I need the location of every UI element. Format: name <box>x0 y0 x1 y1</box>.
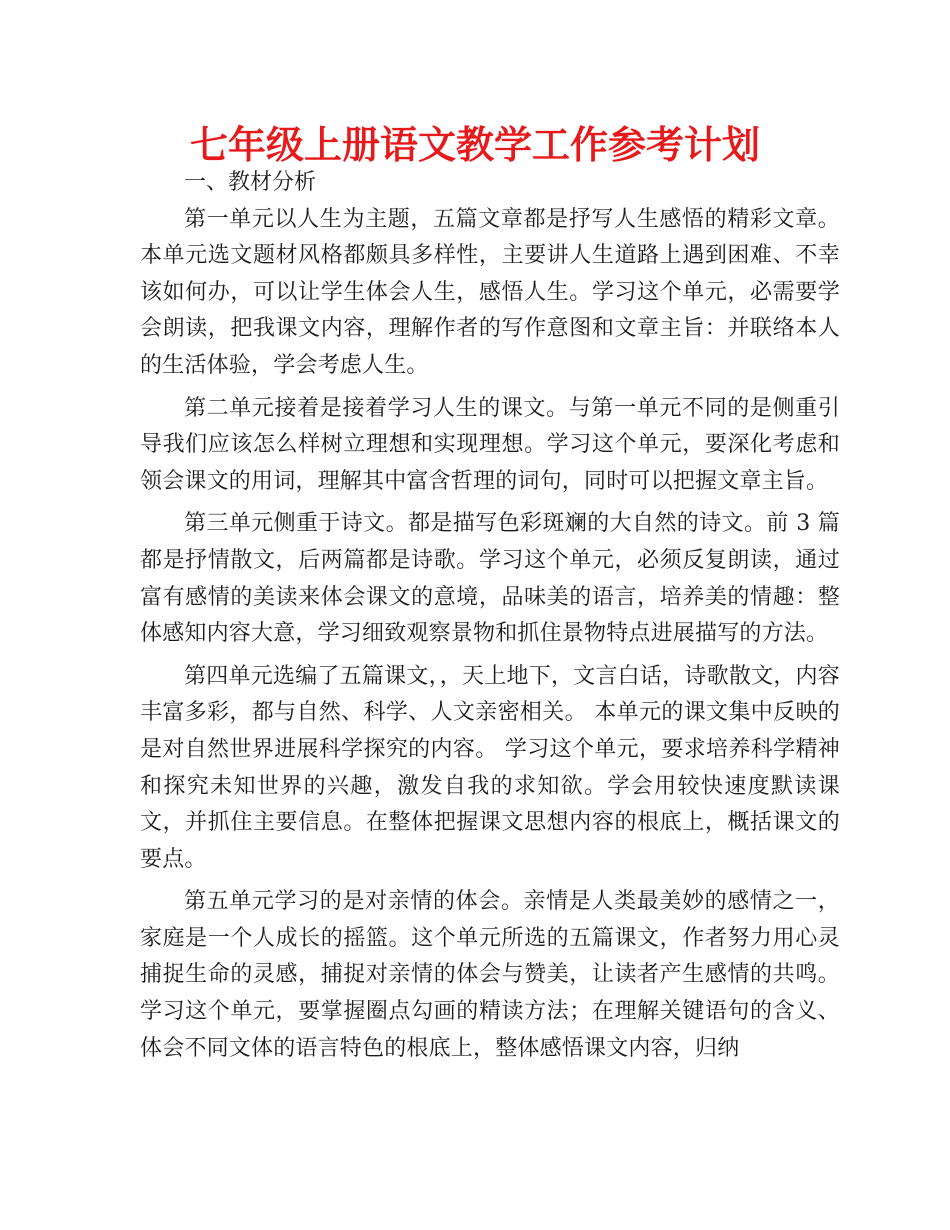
paragraph-unit-5: 第五单元学习的是对亲情的体会。亲情是人类最美妙的感情之一，家庭是一个人成长的摇篮。这个单元所选的五篇课文，作者努力用心灵捕捉生命的灵感，捕捉对亲情的体会与赞美，让读者产生感情的共鸣。学习这个单元，要掌握圈点勾画的精读方法；在理解关键语句的含义、体会不同文体的语言特色的根底上，整体感悟课文内容，归纳 <box>140 889 840 1061</box>
document-body <box>140 165 840 1073</box>
paragraph-unit-1: 第一单元以人生为主题，五篇文章都是抒写人生感悟的精彩文章。本单元选文题材风格都颇具多样性，主要讲人生道路上遇到困难、不幸该如何办，可以让学生体会人生，感悟人生。学习这个单元，必需要学会朗读，把我课文内容，理解作者的写作意图和文章主旨：并联络本人的生活体验，学会考虑人生。 <box>140 206 840 378</box>
paragraph-unit-4: 第四单元选编了五篇课文，，天上地下，文言白话，诗歌散文，内容丰富多彩，都与自然、科学、人文亲密相关。 本单元的课文集中反映的是对自然世界进展科学探究的内容。 学习这个单元，要求培养科学精神和探究未知世界的兴趣，激发自我的求知欲。学会用较快速度默读课文，并抓住主要信息。在整体把握课文思想内容的根底上，概括课文的要点。 <box>140 663 840 872</box>
section-heading: 一、教材分析 <box>184 170 317 195</box>
paragraph-unit-3: 第三单元侧重于诗文。都是描写色彩斑斓的大自然的诗文。前 3 篇都是抒情散文，后两篇都是诗歌。学习这个单元，必须反复朗读，通过富有感情的美读来体会课文的意境，品味美的语言，培养美的情趣：整体感知内容大意，学习细致观察景物和抓住景物特点进展描写的方法。 <box>140 511 840 647</box>
paragraph-unit-2: 第二单元接着是接着学习人生的课文。与第一单元不同的是侧重引导我们应该怎么样树立理想和实现理想。学习这个单元，要深化考虑和领会课文的用词，理解其中富含哲理的词句，同时可以把握文章主旨。 <box>140 395 840 494</box>
document-title: 七年级上册语文教学工作参考计划 <box>189 122 760 167</box>
